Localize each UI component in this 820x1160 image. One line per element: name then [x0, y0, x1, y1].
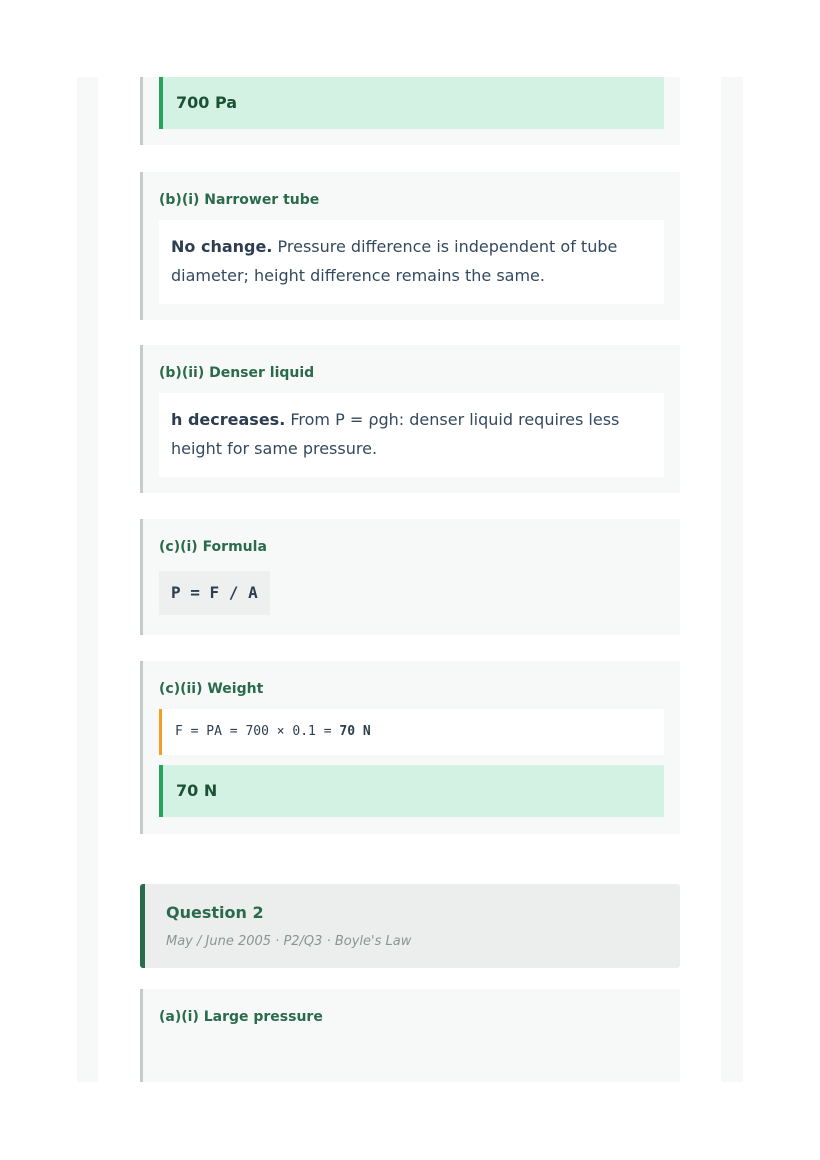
explanation-text: Pressure difference is independent of tube diameter; height difference remains the same. — [171, 237, 618, 285]
document-page — [98, 77, 721, 1082]
part-card-q2-a-i — [140, 989, 680, 1082]
question-meta: May / June 2005 · P2/Q3 · Boyle's Law — [166, 934, 412, 949]
formula-box: P = F / A — [159, 571, 270, 615]
working-result: 70 N — [339, 724, 371, 739]
answer-box: 70 N — [159, 765, 664, 817]
part-card-b-ii — [140, 345, 680, 493]
explanation-lead: h decreases. — [171, 410, 286, 429]
working-expression: F = PA = 700 × 0.1 = — [175, 724, 340, 739]
explanation-box — [159, 393, 664, 477]
question-title: Question 2 — [166, 903, 264, 922]
explanation-box — [159, 220, 664, 304]
part-label: (a)(i) Large pressure — [159, 1009, 323, 1025]
part-label: (c)(ii) Weight — [159, 681, 264, 697]
part-label: (b)(ii) Denser liquid — [159, 365, 315, 381]
question-header — [140, 884, 680, 968]
explanation-lead: No change. — [171, 237, 273, 256]
part-card-c-ii — [140, 661, 680, 834]
part-card-b-i — [140, 172, 680, 320]
part-card-a — [140, 77, 680, 145]
explanation-text: From P = ρgh: denser liquid requires less height for same pressure. — [171, 410, 620, 458]
working-box — [159, 709, 664, 755]
part-card-c-i — [140, 519, 680, 635]
part-label: (c)(i) Formula — [159, 539, 267, 555]
answer-box: 700 Pa — [159, 77, 664, 129]
part-label: (b)(i) Narrower tube — [159, 192, 320, 208]
